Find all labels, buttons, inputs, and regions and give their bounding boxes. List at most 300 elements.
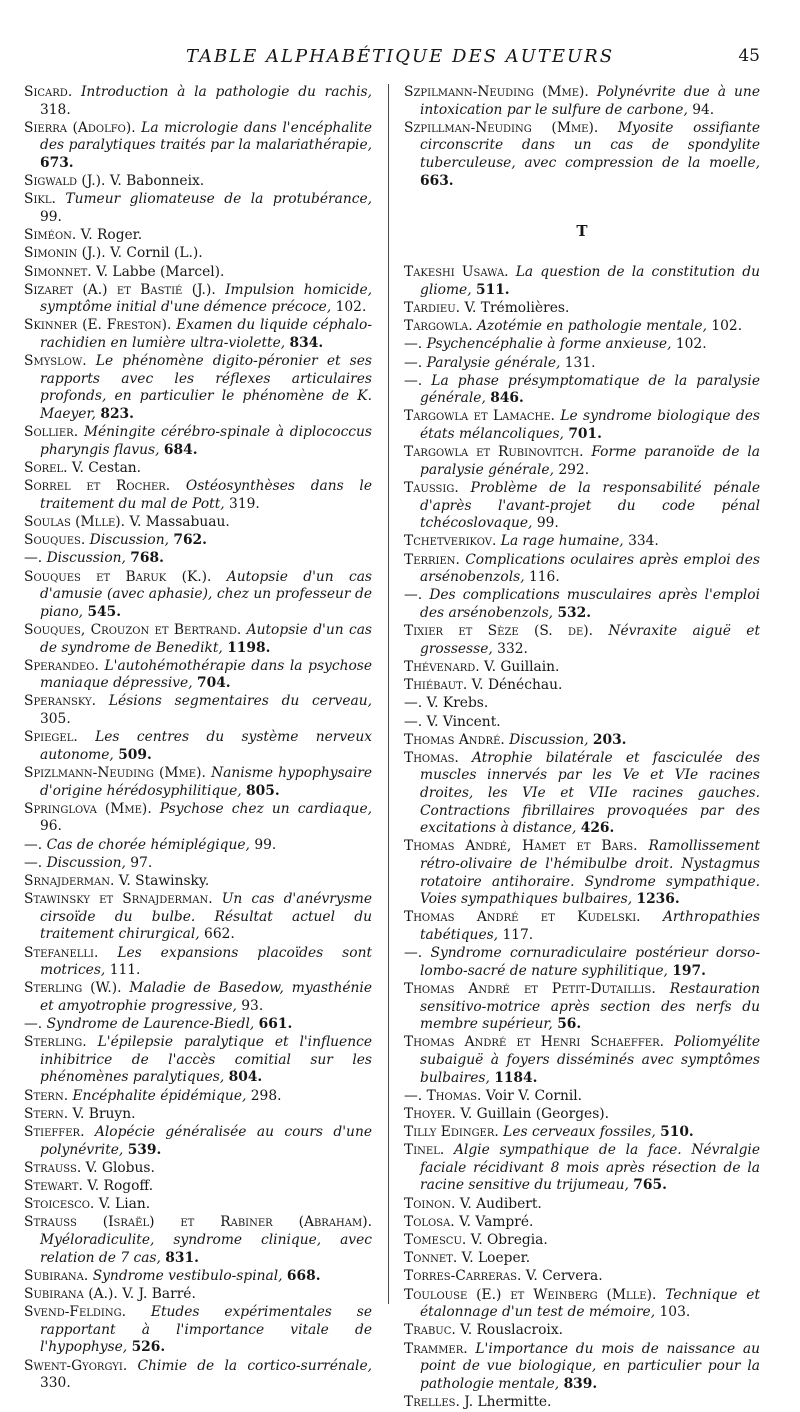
index-entry [404, 677, 760, 695]
entry-reference: 99. [254, 836, 277, 853]
entry-pages: 684. [163, 441, 198, 458]
entry-title: Encéphalite épidémique, [72, 1087, 247, 1104]
entry-reference: 102. [675, 336, 707, 353]
index-entry [404, 1106, 760, 1124]
index-entry [404, 659, 760, 677]
entry-author: Stawinsky et Srnajderman. [24, 891, 213, 908]
entry-title: Atrophie bilatérale et fasciculée des muscles innervés par les Ve et VIe racines droites, les VIe et VIIe racines gauches. Contractions fibrillaires provoquées par des excitations à distance, [420, 749, 760, 837]
entry-author: Tixier et Sèze (S. de). [404, 623, 594, 640]
entry-pages: 804. [228, 1069, 263, 1086]
entry-title: La micrologie dans l'encéphalite des paralytiques traités par la malariathérapie, [40, 119, 373, 154]
entry-pages: 545. [87, 603, 122, 620]
entry-author: Toulouse (E.) et Weinberg (Mlle). [404, 1286, 657, 1303]
entry-author: Thomas André, Hamet et Bars. [404, 838, 638, 855]
index-entry [24, 84, 372, 119]
entry-title: La phase présymptomatique de la paralysie générale, [420, 372, 761, 407]
entry-title: Problème de la responsabilité pénale d'après l'avant-projet du code pénal tchécoslovaque, [420, 480, 761, 532]
entry-title: Le syndrome biologique des états mélancoliques, [420, 408, 760, 443]
index-entry [24, 945, 372, 980]
index-entry [24, 227, 372, 245]
index-entry [24, 478, 372, 513]
index-entry [404, 264, 760, 299]
entry-pages: 203. [592, 731, 627, 748]
entry-pages: 839. [563, 1375, 598, 1392]
index-entry [404, 623, 760, 658]
entry-title: Restauration sensitivo-motrice après section des nerfs du membre supérieur, [420, 980, 760, 1033]
entry-author: Speransky. [24, 693, 97, 710]
entry-reference: 318. [40, 101, 71, 118]
entry-reference: V. Massabuau. [129, 513, 230, 530]
entry-title: Introduction à la pathologie du rachis, [80, 84, 372, 100]
entry-author: Stewart. [24, 1178, 83, 1194]
entry-author: Stern. [24, 1087, 69, 1104]
entry-author: —. [24, 1016, 43, 1033]
index-entry [24, 1034, 372, 1087]
entry-reference: 305. [40, 711, 71, 728]
entry-pages: 768. [130, 550, 164, 567]
entry-author: —. [24, 854, 43, 871]
index-entry [24, 1286, 372, 1304]
entry-author: Svend-Felding. [24, 1304, 127, 1321]
index-entry [404, 1142, 760, 1195]
entry-pages: 765. [633, 1177, 667, 1194]
entry-title: Autopsie d'un cas d'amusie (avec aphasie), chez un professeur de piano, [40, 568, 373, 620]
index-entry [404, 945, 760, 980]
entry-reference: 99. [40, 208, 62, 225]
index-entry [404, 552, 760, 587]
entry-reference: V. Roger. [80, 227, 143, 244]
index-entry [24, 980, 372, 1015]
entry-reference: V. Lian. [98, 1196, 151, 1213]
entry-title: Arthropathies tabétiques, [420, 909, 760, 943]
index-entry [404, 1322, 760, 1340]
entry-title: Myéloradiculite, syndrome clinique, avec relation de 7 cas, [40, 1231, 372, 1266]
entry-reference: 319. [229, 495, 260, 512]
entry-title: Syndrome vestibulo-spinal, [92, 1267, 283, 1284]
entry-reference: 292. [558, 461, 590, 478]
entry-reference: 330. [40, 1375, 71, 1392]
entry-reference: J. Lhermitte. [464, 1393, 552, 1410]
entry-title: Un cas d'anévrysme cirsoïde du bulbe. Résultat actuel du traitement chirurgical, [40, 891, 373, 943]
entry-author: Subirana (A.). [24, 1285, 118, 1302]
entry-reference: 93. [241, 997, 264, 1014]
column-divider [388, 84, 389, 1304]
entry-title: Névraxite aiguë et grossesse, [420, 623, 760, 657]
index-entry [24, 729, 372, 764]
entry-pages: 509. [118, 746, 152, 763]
entry-author: Trelles. [404, 1393, 460, 1410]
entry-title: Psychose chez un cardiaque, [159, 800, 372, 817]
index-entry [24, 245, 372, 263]
index-entry [24, 317, 372, 352]
index-entry [24, 1106, 372, 1124]
entry-author: Torres-Carreras. [404, 1268, 522, 1285]
entry-reference: V. Trémolières. [464, 299, 570, 316]
entry-author: Taussig. [404, 480, 459, 497]
entry-reference: V. J. Barré. [122, 1285, 196, 1302]
page-number: 45 [738, 46, 760, 66]
entry-title: Tumeur gliomateuse de la protubérance, [65, 191, 372, 208]
index-entry [24, 424, 372, 459]
entry-author: Thomas André et Henri Schaeffer. [404, 1034, 664, 1051]
entry-author: Szpilmann-Neuding (Mme). [404, 84, 589, 100]
entry-author: Stern. [24, 1105, 69, 1122]
index-entry [24, 837, 372, 855]
entry-reference: V. Guillain (Georges). [460, 1105, 610, 1122]
entry-title: Maladie de Basedow, myasthénie et amyotrophie progressive, [40, 980, 372, 1014]
entry-author: Sterling. [24, 1034, 87, 1051]
entry-author: —. [404, 713, 423, 730]
entry-author: Thomas André et Kudelski. [404, 909, 641, 926]
entry-author: Thoyer. [404, 1105, 456, 1122]
entry-author: Targowla et Lamache. [404, 408, 555, 425]
entry-title: Ostéosynthèses dans le traitement du mal de Pott, [40, 478, 372, 512]
right-column-continuation [404, 84, 760, 190]
entry-reference: V. Cornil (L.). [110, 245, 203, 262]
entry-author: Skinner (E. Freston). [24, 317, 172, 334]
entry-author: Siméon. [24, 227, 77, 244]
entry-pages: 701. [568, 426, 602, 443]
index-entry [24, 120, 372, 173]
entry-author: Souques. [24, 532, 86, 549]
entry-reference: 662. [204, 926, 235, 943]
index-entry [24, 1358, 372, 1393]
entry-reference: V. Audibert. [459, 1195, 542, 1212]
entry-title: Le phénomène digito-péronier et ses rapports avec les réflexes articulaires profonds, en particulier le phénomène de K. Maeyer, [40, 353, 372, 423]
entry-reference: V. Rogoff. [87, 1178, 154, 1194]
entry-pages: 673. [40, 154, 74, 171]
index-entry [404, 1088, 760, 1106]
index-entry [404, 750, 760, 838]
entry-author: Thomas André et Petit-Dutaillis. [404, 980, 656, 997]
entry-reference: V. Loeper. [461, 1250, 531, 1267]
entry-author: Strauss. [24, 1159, 82, 1176]
entry-reference: V. Rouslacroix. [460, 1322, 564, 1339]
entry-author: —. Thomas. [404, 1087, 482, 1104]
entry-author: Spizlmann-Neuding (Mme). [24, 765, 206, 782]
entry-pages: 668. [286, 1267, 321, 1284]
entry-title: Poliomyélite subaiguë à foyers disséminés avec symptômes bulbaires, [420, 1034, 760, 1086]
entry-pages: 510. [660, 1124, 694, 1141]
entry-author: Stieffer. [24, 1124, 85, 1141]
index-entry [404, 1287, 760, 1322]
index-entry [404, 355, 760, 373]
entry-author: Stefanelli. [24, 944, 99, 961]
index-entry [404, 1394, 760, 1412]
entry-pages: 1198. [227, 639, 271, 656]
entry-pages: 532. [557, 604, 592, 621]
entry-title: Cas de chorée hémiplégique, [46, 836, 250, 853]
entry-author: Soulas (Mlle). [24, 513, 126, 530]
entry-author: Smyslow. [24, 353, 87, 370]
entry-pages: 663. [420, 172, 454, 189]
index-entry [404, 1250, 760, 1268]
index-entry [404, 1124, 760, 1142]
entry-author: Tardieu. [404, 299, 461, 316]
entry-reference: 102. [335, 299, 367, 316]
entry-author: Sperandeo. [24, 657, 99, 674]
entry-author: Tonnet. [404, 1250, 458, 1267]
index-entry [24, 873, 372, 891]
index-entry [404, 533, 760, 551]
entry-title: Discussion, [46, 854, 126, 871]
entry-reference: 117. [502, 927, 534, 943]
entry-author: —. [404, 372, 423, 389]
index-entry [24, 801, 372, 836]
index-entry [24, 569, 372, 622]
entry-author: Swent-Gyorgyi. [24, 1357, 128, 1374]
entry-author: Takeshi Usawa. [404, 264, 509, 281]
index-entry [404, 1034, 760, 1087]
entry-pages: 704. [197, 675, 231, 692]
index-entry [404, 84, 760, 119]
entry-title: Paralysie générale, [426, 354, 561, 371]
entry-title: Etudes expérimentales se rapportant à l'importance vitale de l'hypophyse, [40, 1304, 373, 1356]
entry-author: Sterling (W.). [24, 980, 122, 997]
index-entry [24, 855, 372, 873]
entry-author: Tomescu. [404, 1232, 467, 1249]
entry-author: Srnajderman. [24, 872, 115, 889]
index-entry [24, 514, 372, 532]
entry-author: Subirana. [24, 1267, 89, 1284]
entry-pages: 1184. [494, 1069, 538, 1086]
index-entry [404, 318, 760, 336]
index-entry [24, 1196, 372, 1214]
index-entry [24, 658, 372, 693]
entry-reference: 102. [711, 318, 743, 335]
index-entry [404, 587, 760, 622]
entry-title: Discussion, [46, 550, 126, 567]
entry-title: Les expansions placoïdes sont motrices, [40, 944, 372, 979]
entry-reference: 332. [497, 640, 528, 657]
index-entry [24, 1124, 372, 1159]
entry-title: Lésions segmentaires du cerveau, [108, 693, 372, 710]
entry-author: Springlova (Mme). [24, 800, 152, 817]
entry-reference: V. Vampré. [459, 1213, 534, 1230]
entry-pages: 846. [490, 390, 524, 407]
index-entry [24, 891, 372, 944]
index-entry [24, 1214, 372, 1267]
entry-title: Impulsion homicide, symptôme initial d'une démence précoce, [40, 281, 372, 316]
entry-title: Syndrome cornuradiculaire postérieur dorso-lombo-sacré de nature syphilitique, [420, 945, 760, 979]
entry-title: Forme paranoïde de la paralysie générale, [420, 444, 761, 478]
index-entry [404, 732, 760, 750]
entry-author: Thiébaut. [404, 677, 468, 694]
index-entry [404, 1232, 760, 1250]
entry-title: Nanisme hypophysaire d'origine hérédosyphilitique, [40, 765, 372, 799]
entry-title: Des complications musculaires après l'emploi des arsénobenzols, [420, 587, 760, 621]
entry-author: Tolosa. [404, 1213, 455, 1230]
index-entry [24, 353, 372, 423]
entry-title: Discussion, [89, 532, 169, 549]
index-entry [404, 695, 760, 713]
entry-pages: 539. [127, 1141, 162, 1158]
index-entry [404, 1196, 760, 1214]
index-entry [404, 714, 760, 732]
page-header [40, 46, 760, 70]
entry-title: Complications oculaires après emploi des arsénobenzols, [420, 551, 761, 586]
left-column [24, 84, 372, 1393]
entry-title: Les cerveaux fossiles, [503, 1124, 656, 1141]
index-entry [24, 282, 372, 317]
index-entry [404, 444, 760, 479]
entry-reference: Voir V. Cornil. [485, 1087, 583, 1104]
entry-pages: 511. [476, 281, 510, 298]
entry-reference: V. Dénéchau. [471, 677, 563, 694]
index-entry [404, 981, 760, 1034]
entry-author: Sizaret (A.) et Bastié (J.). [24, 281, 216, 298]
entry-author: Spiegel. [24, 729, 78, 746]
entry-author: Souques, Crouzon et Bertrand. [24, 621, 242, 638]
entry-author: Tilly Edinger. [404, 1124, 499, 1141]
entry-reference: V. Krebs. [426, 695, 489, 712]
entry-title: Syndrome de Laurence-Biedl, [46, 1016, 255, 1033]
entry-title: La question de la constitution du gliome, [420, 264, 760, 298]
entry-author: Simonnet. [24, 263, 92, 280]
entry-reference: V. Guillain. [484, 658, 560, 675]
index-entry [404, 1214, 760, 1232]
entry-reference: 99. [536, 515, 559, 532]
index-entry [24, 1088, 372, 1106]
entry-reference: V. Obregia. [470, 1232, 548, 1249]
entry-reference: 103. [659, 1304, 691, 1321]
entry-reference: 298. [250, 1087, 282, 1104]
index-entry [24, 1016, 372, 1034]
entry-title: Technique et étalonnage d'un test de mémoire, [420, 1286, 761, 1321]
entry-pages: 56. [557, 1016, 582, 1033]
entry-author: Strauss (Israël) et Rabiner (Abraham). [24, 1214, 372, 1231]
entry-author: Sorrel et Rocher. [24, 478, 171, 495]
entry-author: Sorel. [24, 460, 68, 476]
entry-pages: 762. [173, 532, 207, 549]
entry-reference: V. Stawinsky. [118, 872, 210, 889]
index-entry [404, 408, 760, 443]
entry-reference: 97. [130, 854, 153, 871]
index-entry [24, 1160, 372, 1178]
entry-reference: 116. [529, 569, 560, 586]
entry-author: Sigwald (J.). [24, 173, 106, 190]
entry-author: Sicard. [24, 84, 73, 100]
index-entry [24, 1268, 372, 1286]
index-entry [24, 1178, 372, 1196]
entry-title: Ramollissement rétro-olivaire de l'hémibulbe droit. Nystagmus rotatoire antihoraire. Syndrome sympathique. Voies sympathiques bulbaires, [420, 838, 760, 908]
entry-author: Terrien. [404, 551, 460, 568]
entry-pages: 823. [100, 406, 134, 423]
index-entry [404, 480, 760, 533]
entry-author: —. [404, 945, 423, 962]
entry-reference: 131. [564, 354, 596, 371]
right-column [404, 84, 760, 1412]
index-entry [24, 460, 372, 478]
entry-title: Psychencéphalie à forme anxieuse, [426, 336, 672, 353]
entry-title: Algie sympathique de la face. Névralgie faciale récidivant 8 mois après résection de la racine sensitive du trijumeau, [420, 1142, 761, 1194]
entry-author: Sierra (Adolfo). [24, 119, 136, 136]
entry-reference: V. Cervera. [525, 1268, 603, 1285]
entry-author: Souques et Baruk (K.). [24, 568, 212, 585]
entry-pages: 197. [672, 962, 706, 979]
entry-reference: V. Globus. [85, 1159, 155, 1176]
entry-title: L'autohémothérapie dans la psychose maniaque dépressive, [40, 657, 373, 692]
index-entry [404, 373, 760, 408]
entry-reference: 334. [628, 533, 659, 550]
index-entry [24, 765, 372, 800]
entry-author: Simonin (J.). [24, 245, 106, 262]
entry-author: Tchetverikov. [404, 533, 497, 550]
right-column-entries [404, 264, 760, 1411]
entry-reference: V. Vincent. [426, 713, 501, 730]
index-entry [404, 300, 760, 318]
entry-title: Alopécie généralisée au cours d'une polynévrite, [40, 1124, 372, 1158]
index-entry [24, 532, 372, 550]
index-entry [404, 336, 760, 354]
index-entry [24, 622, 372, 657]
index-entry [24, 550, 372, 568]
index-entry [24, 693, 372, 728]
entry-author: Sollier. [24, 424, 79, 441]
entry-author: Thomas André. [404, 731, 505, 748]
entry-pages: 1236. [636, 891, 680, 908]
entry-title: Autopsie d'un cas de syndrome de Benedikt, [40, 621, 373, 656]
entry-title: Méningite cérébro-spinale à diplococcus pharyngis flavus, [40, 424, 372, 458]
entry-title: Discussion, [509, 731, 589, 748]
running-title: TABLE ALPHABÉTIQUE DES AUTEURS [185, 46, 615, 67]
entry-author: Targowla et Rubinovitch. [404, 444, 584, 461]
section-letter: T [576, 222, 588, 241]
entry-pages: 831. [165, 1249, 199, 1266]
index-entry [404, 1341, 760, 1394]
entry-reference: 94. [692, 101, 715, 118]
entry-author: Thomas. [404, 749, 459, 766]
entry-title: Myosite ossifiante circonscrite dans un cas de spondylite tuberculeuse, avec compression de la moelle, [420, 119, 760, 171]
entry-reference: 111. [109, 962, 141, 979]
entry-reference: V. Cestan. [71, 460, 142, 476]
entry-author: —. [404, 695, 423, 712]
entry-title: Chimie de la cortico-surrénale, [137, 1357, 373, 1374]
entry-pages: 526. [131, 1339, 166, 1356]
entry-reference: 96. [40, 818, 62, 835]
entry-author: —. [404, 336, 423, 353]
entry-author: Trammer. [404, 1340, 468, 1357]
entry-author: Toinon. [404, 1195, 456, 1212]
entry-pages: 661. [258, 1016, 293, 1033]
entry-pages: 805. [246, 782, 280, 799]
index-entry [404, 120, 760, 190]
index-entry [404, 909, 760, 944]
index-entry [404, 838, 760, 908]
index-entry [24, 1304, 372, 1357]
entry-title: L'importance du mois de naissance au point de vue biologique, en particulier pour la pathologie mentale, [420, 1340, 760, 1392]
entry-author: —. [24, 550, 43, 567]
entry-author: —. [24, 836, 43, 853]
index-entry [24, 173, 372, 191]
entry-reference: V. Labbe (Marcel). [96, 263, 225, 280]
entry-pages: 426. [580, 820, 615, 837]
entry-author: Thévenard. [404, 658, 480, 675]
entry-title: Azotémie en pathologie mentale, [477, 318, 707, 335]
entry-title: L'épilepsie paralytique et l'influence inhibitrice de l'accès comitial sur les phénomènes paralytiques, [40, 1034, 372, 1086]
entry-reference: V. Bruyn. [72, 1105, 136, 1122]
entry-author: Tinel. [404, 1142, 445, 1159]
entry-title: Les centres du système nerveux autonome, [40, 729, 372, 763]
entry-title: Examen du liquide céphalo-rachidien en lumière ultra-violette, [40, 317, 372, 352]
index-entry [404, 1268, 760, 1286]
entry-author: Targowla. [404, 318, 473, 335]
entry-author: Stoicesco. [24, 1196, 95, 1213]
index-entry [24, 264, 372, 282]
index-entry [24, 191, 372, 226]
entry-title: Polynévrite due à une intoxication par le sulfure de carbone, [420, 84, 760, 118]
entry-author: Sikl. [24, 191, 56, 208]
